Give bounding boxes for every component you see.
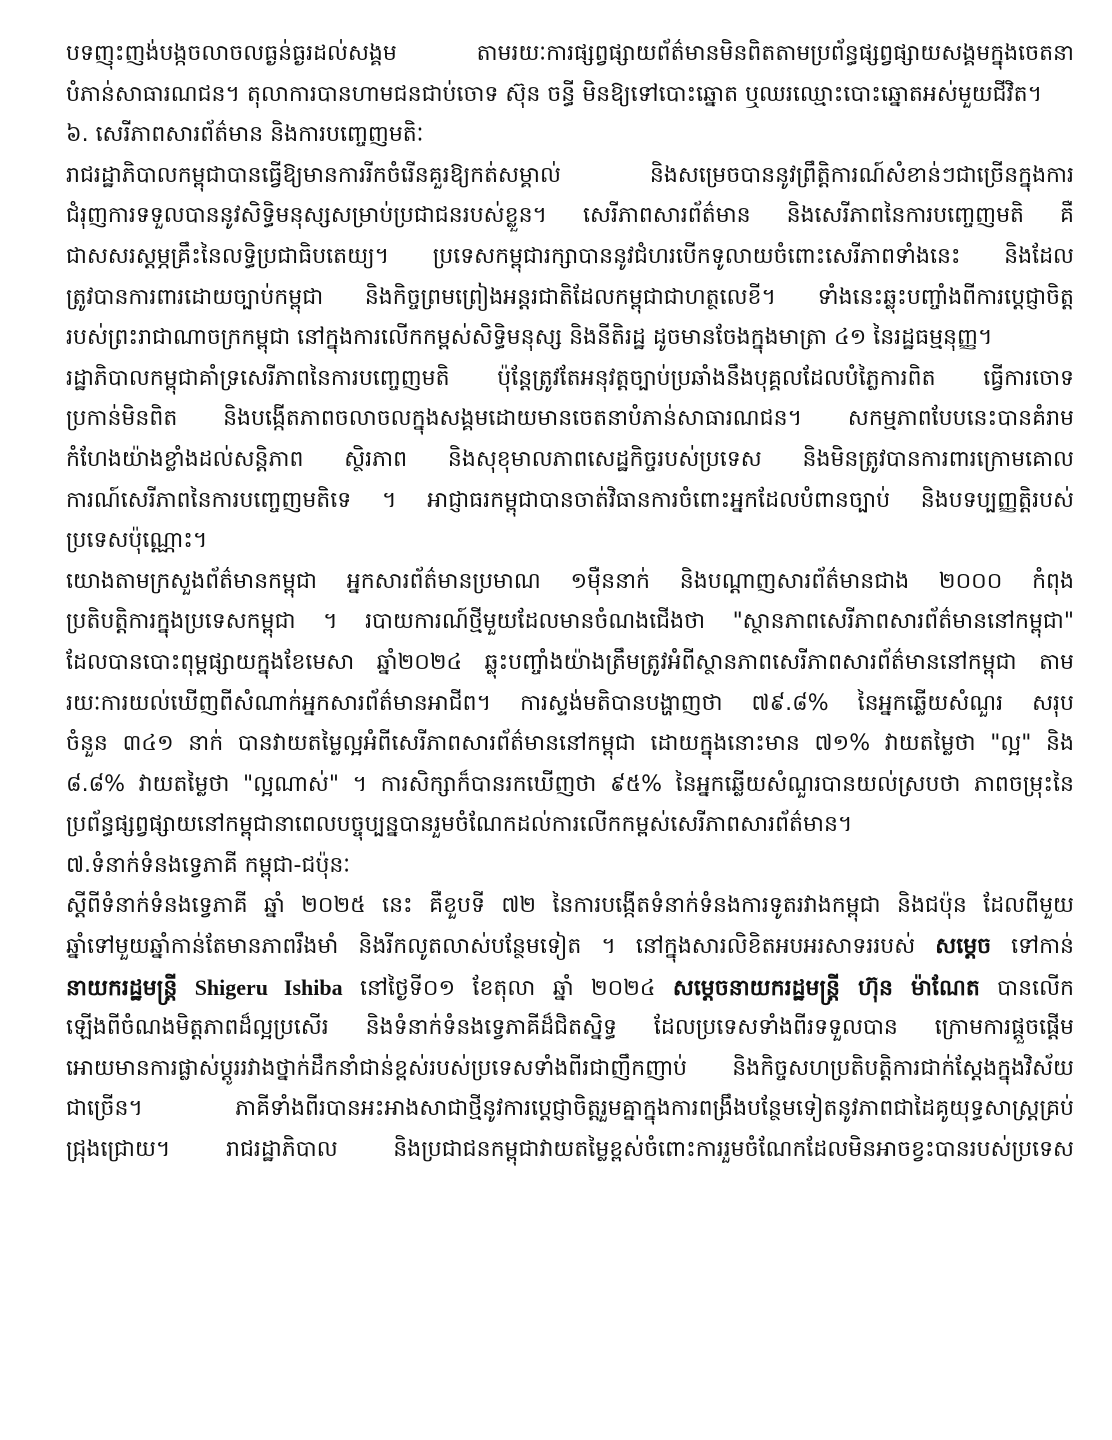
japanese-pm-name: Shigeru Ishiba — [194, 974, 343, 1000]
text-line: ដែលបានបោះពុម្ពផ្សាយក្នុងខែមេសា ឆ្នាំ២០២៤ ឆ្លុះបញ្ចាំងយ៉ាងត្រឹមត្រូវអំពីស្ថានភាពសេរីភាពសារព័ត៌មាននៅកម្ពុជា តាម — [66, 649, 1074, 675]
text-line: ត្រូវបានការពារដោយច្បាប់កម្ពុជា និងកិច្ចព្រមព្រៀងអន្តរជាតិដែលកម្ពុជាជាហត្ថលេខី។ ទាំងនេះឆ្លុះបញ្ចាំងពីការប្តេជ្ញាចិត្ត — [66, 284, 1074, 310]
text-line: ជាច្រើន។ ភាគីទាំងពីរបានអះអាងសាជាថ្មីនូវការប្តេជ្ញាចិត្តរួមគ្នាក្នុងការពង្រឹងបន្ថែមទៀតនូវភាពជាដៃគូយុទ្ធសាស្ត្រគ្រប់ — [66, 1096, 1074, 1122]
document-page — [66, 34, 1074, 1171]
text-line: អោយមានការផ្លាស់ប្តូររវាងថ្នាក់ដឹកនាំជាន់ខ្ពស់របស់ប្រទេសទាំងពីរជាញឹកញាប់ និងកិច្ចសហប្រតិបត្តិការជាក់ស្តែងក្នុងវិស័យ — [66, 1055, 1074, 1081]
text-line: បទញុះញង់បង្កចលាចលធ្ងន់ធ្ងរដល់សង្គម តាមរយៈការផ្សព្វផ្សាយព័ត៌មានមិនពិតតាមប្រព័ន្ធផ្សព្វផ្សាយសង្គមក្នុងចេតនា — [66, 41, 1074, 66]
bold-title-samdech: សម្តេច — [935, 934, 992, 960]
paragraph-survey-results — [66, 562, 1074, 846]
text-line: ឡើងពីចំណងមិត្តភាពដ៏ល្អប្រសើរ និងទំនាក់ទំនងទ្វេភាគីដ៏ជិតស្និទ្ធ ដែលប្រទេសទាំងពីរទទួលបាន ក្រោមការផ្តួចផ្តើម — [66, 1015, 1074, 1041]
text-line: របស់ព្រះរាជាណាចក្រកម្ពុជា នៅក្នុងការលើកកម្ពស់សិទ្ធិមនុស្ស និងនីតិរដ្ឋ ដូចមានចែងក្នុងមាត្រា ៤១ នៃរដ្ឋធម្មនុញ្ញ។ — [66, 325, 993, 351]
heading-text: ៦. សេរីភាពសារព័ត៌មាន និងការបញ្ចេញមតិៈ — [66, 122, 424, 148]
text-line: យោងតាមក្រសួងព័ត៌មានកម្ពុជា អ្នកសារព័ត៌មានប្រមាណ ១ម៉ឺននាក់ និងបណ្តាញសារព័ត៌មានជាង ២០០០ កំពុង — [66, 568, 1074, 594]
text-line — [66, 927, 1074, 968]
text-line: ប្រតិបត្តិការក្នុងប្រទេសកម្ពុជា ។ របាយការណ៍ថ្មីមួយដែលមានចំណងជើងថា "ស្ថានភាពសេរីភាពសារព័ត៌មាននៅកម្ពុជា" — [66, 609, 1074, 635]
text-line: កំហែងយ៉ាងខ្លាំងដល់សន្តិភាព ស្ថិរភាព និងសុខុមាលភាពសេដ្ឋកិច្ចរបស់ប្រទេស និងមិនត្រូវបានការពារក្រោមគោល — [66, 446, 1074, 472]
text-line: ជាសសរស្តម្ភគ្រឹះនៃលទ្ធិប្រជាធិបតេយ្យ។ ប្រទេសកម្ពុជារក្សាបាននូវជំហរបើកទូលាយចំពោះសេរីភាពទាំងនេះ និងដែល — [66, 243, 1074, 269]
bold-title-prime-minister: នាយករដ្ឋមន្ត្រី — [66, 975, 178, 1001]
text-segment: បានលើក — [979, 975, 1074, 1001]
cambodian-pm-name: សម្តេចនាយករដ្ឋមន្ត្រី ហ៊ុន ម៉ាណែត — [672, 975, 980, 1001]
text-line: រាជរដ្ឋាភិបាលកម្ពុជាបានធ្វើឱ្យមានការរីកចំរើនគួរឱ្យកត់សម្គាល់ និងសម្រេចបាននូវព្រឹត្តិការណ៍សំខាន់ៗជាច្រើនក្នុងការ — [66, 162, 1074, 188]
text-line: ជ្រុងជ្រោយ។ រាជរដ្ឋាភិបាល និងប្រជាជនកម្ពុជាវាយតម្លៃខ្ពស់ចំពោះការរួមចំណែកដែលមិនអាចខ្វះបានរបស់ប្រទេស — [66, 1137, 1074, 1163]
text-segment: ឆ្នាំទៅមួយឆ្នាំកាន់តែមានភាពរឹងមាំ និងរីកលូតលាស់បន្ថែមទៀត ។ នៅក្នុងសារលិខិតអបអរសាទររបស់ — [66, 934, 936, 960]
section-heading-7 — [66, 846, 1074, 887]
section-heading-6 — [66, 115, 1074, 156]
paragraph-press-freedom-intro — [66, 156, 1074, 359]
text-line: បំភាន់សាធារណជន។ តុលាការបានហាមជនជាប់ចោទ ស៊ុន ចន្ធី មិនឱ្យទៅបោះឆ្នោត ឬឈរឈ្មោះបោះឆ្នោតអស់មួយជីវិត។ — [66, 81, 1043, 107]
text-segment: ទៅកាន់ — [991, 934, 1074, 960]
text-line: ប្រទេសប៉ុណ្ណោះ។ — [66, 528, 208, 554]
text-line: ប្រកាន់មិនពិត និងបង្កើតភាពចលាចលក្នុងសង្គមដោយមានចេតនាបំភាន់សាធារណជន។ សកម្មភាពបែបនេះបានគំរាម — [66, 406, 1074, 432]
text-line: រយៈការយល់ឃើញពីសំណាក់អ្នកសារព័ត៌មានអាជីព។ ការស្ទង់មតិបានបង្ហាញថា ៧៩.៨% នៃអ្នកឆ្លើយសំណួរ សរុប — [66, 690, 1074, 716]
text-line — [66, 968, 1074, 1009]
text-line: ជំរុញការទទួលបាននូវសិទ្ធិមនុស្សសម្រាប់ប្រជាជនរបស់ខ្លួន។ សេរីភាពសារព័ត៌មាន និងសេរីភាពនៃការបញ្ចេញមតិ គឺ — [66, 203, 1074, 229]
paragraph-court-ruling — [66, 34, 1074, 115]
paragraph-government-position — [66, 359, 1074, 562]
text-line: ស្តីពីទំនាក់ទំនងទ្វេភាគី ឆ្នាំ ២០២៥ នេះ គឺខួបទី ៧២ នៃការបង្កើតទំនាក់ទំនងការទូតរវាងកម្ពុជា និងជប៉ុន ដែលពីមួយ — [66, 893, 1074, 919]
text-line: ចំនួន ៣៤១ នាក់ បានវាយតម្លៃល្អអំពីសេរីភាពសារព័ត៌មាននៅកម្ពុជា ដោយក្នុងនោះមាន ៧១% វាយតម្លៃថា "ល្អ" និង — [66, 731, 1074, 757]
text-line: ការណ៍សេរីភាពនៃការបញ្ចេញមតិទេ ។ អាជ្ញាធរកម្ពុជាបានចាត់វិធានការចំពោះអ្នកដែលបំពានច្បាប់ និងបទប្បញ្ញត្តិរបស់ — [66, 487, 1074, 513]
heading-text: ៧.ទំនាក់ទំនងទ្វេភាគី កម្ពុជា-ជប៉ុនៈ — [66, 852, 351, 878]
text-line: ៨.៨% វាយតម្លៃថា "ល្អណាស់" ។ ការសិក្សាក៏បានរកឃើញថា ៩៥% នៃអ្នកឆ្លើយសំណួរបានយល់ស្របថា ភាពចម្រុះនៃ — [66, 771, 1074, 797]
text-line: រដ្ឋាភិបាលកម្ពុជាគាំទ្រសេរីភាពនៃការបញ្ចេញមតិ ប៉ុន្តែត្រូវតែអនុវត្តច្បាប់ប្រឆាំងនឹងបុគ្គលដែលបំភ្លៃការពិត ធ្វើការចោទ — [66, 365, 1074, 391]
text-line: ប្រព័ន្ធផ្សព្វផ្សាយនៅកម្ពុជានាពេលបច្ចុប្បន្នបានរួមចំណែកដល់ការលើកកម្ពស់សេរីភាពសារព័ត៌មាន។ — [66, 812, 853, 838]
paragraph-cambodia-japan-relations — [66, 886, 1074, 1170]
text-segment: នៅថ្ងៃទី០១ ខែតុលា ឆ្នាំ ២០២៤ — [342, 975, 673, 1001]
